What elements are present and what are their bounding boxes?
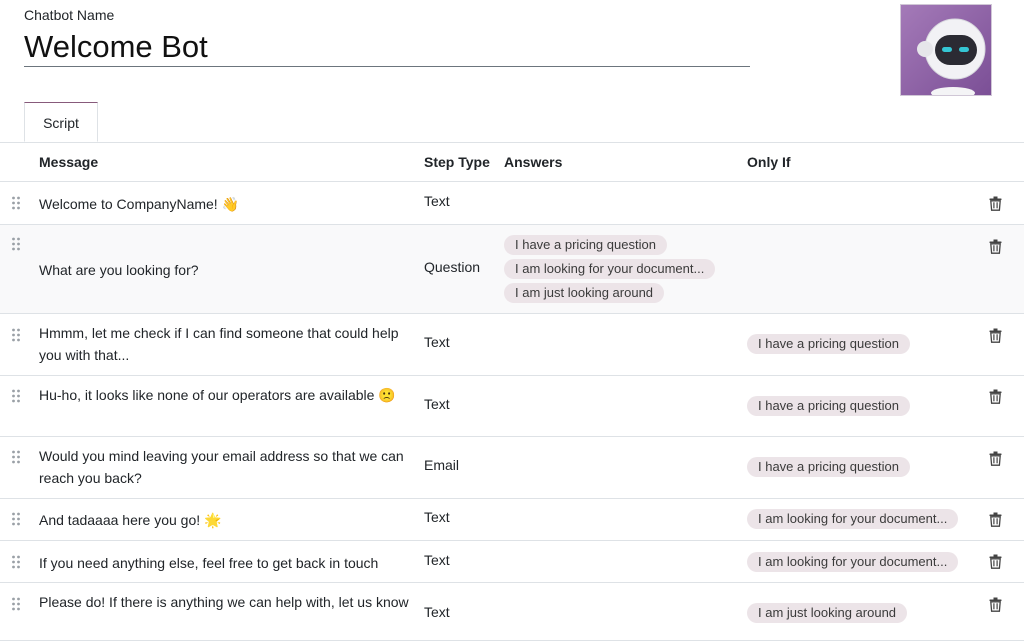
only-if-tag[interactable]: I am looking for your document... — [747, 552, 958, 572]
trash-icon[interactable] — [989, 512, 1002, 527]
robot-avatar-icon — [901, 5, 992, 96]
step-message[interactable]: Please do! If there is anything we can help with, let us know — [39, 594, 409, 610]
step-type[interactable]: Email — [424, 457, 460, 473]
step-type[interactable]: Text — [424, 396, 450, 412]
script-step-row[interactable] — [0, 437, 1024, 499]
column-message[interactable]: Message — [39, 154, 99, 170]
drag-handle-icon[interactable] — [11, 196, 21, 210]
trash-icon[interactable] — [989, 196, 1002, 211]
step-message[interactable]: Hu-ho, it looks like none of our operators are available 🙁 — [39, 387, 396, 403]
only-if-tag[interactable]: I am just looking around — [747, 603, 907, 623]
answer-tag[interactable]: I am looking for your document... — [504, 259, 715, 279]
drag-handle-icon[interactable] — [11, 512, 21, 526]
drag-handle-icon[interactable] — [11, 389, 21, 403]
step-message[interactable]: If you need anything else, feel free to get back in touch — [39, 555, 379, 571]
only-if-tag[interactable]: I have a pricing question — [747, 334, 910, 354]
script-step-row[interactable] — [0, 541, 1024, 583]
drag-handle-icon[interactable] — [11, 450, 21, 464]
tab-bar — [0, 100, 1024, 143]
chatbot-name-input[interactable]: Welcome Bot — [24, 28, 750, 67]
trash-icon[interactable] — [989, 389, 1002, 404]
script-step-row[interactable] — [0, 182, 1024, 225]
answer-tag[interactable]: I am just looking around — [504, 283, 664, 303]
step-answers — [504, 235, 715, 307]
step-type[interactable]: Text — [424, 604, 450, 620]
step-message[interactable]: Welcome to CompanyName! 👋 — [39, 196, 240, 212]
script-step-row[interactable] — [0, 376, 1024, 437]
script-step-row[interactable] — [0, 225, 1024, 314]
drag-handle-icon[interactable] — [11, 328, 21, 342]
drag-handle-icon[interactable] — [11, 597, 21, 611]
step-message[interactable]: And tadaaaa here you go! 🌟 — [39, 512, 222, 528]
trash-icon[interactable] — [989, 554, 1002, 569]
tab-script[interactable]: Script — [24, 102, 98, 142]
trash-icon[interactable] — [989, 328, 1002, 343]
only-if-tag[interactable]: I am looking for your document... — [747, 509, 958, 529]
column-answers[interactable]: Answers — [504, 154, 563, 170]
step-type[interactable]: Text — [424, 334, 450, 350]
column-only-if[interactable]: Only If — [747, 154, 791, 170]
script-step-row[interactable] — [0, 314, 1024, 376]
only-if-tag[interactable]: I have a pricing question — [747, 457, 910, 477]
script-step-row[interactable] — [0, 583, 1024, 641]
trash-icon[interactable] — [989, 597, 1002, 612]
chatbot-avatar[interactable] — [900, 4, 992, 96]
script-step-row[interactable] — [0, 499, 1024, 541]
chatbot-name-label: Chatbot Name — [24, 7, 115, 23]
step-type[interactable]: Text — [424, 552, 450, 568]
step-type[interactable]: Question — [424, 259, 481, 275]
step-type[interactable]: Text — [424, 193, 450, 209]
trash-icon[interactable] — [989, 239, 1002, 254]
table-header — [0, 143, 1024, 182]
answer-tag[interactable]: I have a pricing question — [504, 235, 667, 255]
drag-handle-icon[interactable] — [11, 237, 21, 251]
trash-icon[interactable] — [989, 451, 1002, 466]
step-message[interactable]: Hmmm, let me check if I can find someone that could help you with that... — [39, 325, 399, 363]
drag-handle-icon[interactable] — [11, 555, 21, 569]
step-type[interactable]: Text — [424, 509, 450, 525]
step-message[interactable]: Would you mind leaving your email address so that we can reach you back? — [39, 448, 404, 486]
column-step-type[interactable]: Step Type — [424, 154, 490, 170]
only-if-tag[interactable]: I have a pricing question — [747, 396, 910, 416]
step-message[interactable]: What are you looking for? — [39, 262, 199, 278]
